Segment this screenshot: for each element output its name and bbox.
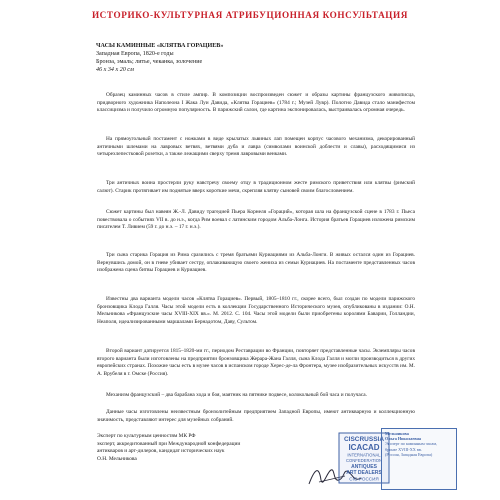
- paragraph-pedestal: На прямоугольный постамент с ножками в виде крылатых львиных лап помещен корпус часового механизма, декорированный античными шлемами на лавровых ветвях, ветвями дуба и лавра (символами воинской доблести и славы), расходящимися из четырехлепестковой розетки, а также лежащими сверху тремя лавровыми венками.: [97, 136, 415, 158]
- paragraph-intro: Образец каминных часов в стиле ампир. В композиции воспроизведен сюжет и образы картины французского живописца, придворного художника Наполеона I Жака Луи Давида, «Клятва Горациев» (1784 г.; Музей Лувр). Полотно Давида стало манифестом классицизма и получило огромную популярность. В парижский салон, где картина экспонировалась, выстраивалась огромная очередь.: [97, 92, 415, 114]
- object-name: ЧАСЫ КАМИННЫЕ «КЛЯТВА ГОРАЦИЕВ»: [96, 43, 224, 49]
- expert-line-1: Эксперт по культурным ценностям МК РФ: [97, 433, 196, 439]
- seal-line-7: CIG·РОССИЯ: [349, 476, 379, 482]
- expert-line-2: эксперт, аккредитованный при Международной конфедерации: [97, 440, 241, 447]
- paragraph-battle: Три сына старика Горация из Рима сразились с тремя братьями Куриациями из Альба-Лонги. В живых остался один из Горациев. Вернувшись домой, он в гневе убивает сестру, оплакивающую своего жениха из семьи Куриациев. На постаменте представленных часов изображена сцена битвы Горациев и Куриациев.: [97, 252, 415, 274]
- paragraph-conclusion: Данные часы изготовлены неизвестным бронзолитейным предприятием Западной Европы, имеют антикварную и коллекционную значимость, представляют интерес для музейных собраний.: [97, 409, 415, 423]
- stamp-text-3: (Россия, Западная Европа): [385, 451, 433, 457]
- object-title-block: [96, 43, 416, 75]
- seal-line-3: INTERNATIONAL: [347, 452, 381, 458]
- paragraph-mechanism: Механизм французский – два барабана хода и боя, маятник на пятнике подвесе, колокольный бой часа и получаса.: [106, 392, 367, 398]
- stamp-name-1: Мельникова: [385, 431, 409, 436]
- document-header: ИСТОРИКО-КУЛЬТУРНАЯ АТРИБУЦИОННАЯ КОНСУЛЬТАЦИЯ: [91, 10, 409, 20]
- seal-line-1: CISCRUSSIA: [343, 436, 385, 443]
- seal-line-2: ICACAD: [348, 443, 380, 452]
- object-origin: Западная Европа, 1820-е годы: [96, 50, 174, 57]
- expert-stamp: [381, 428, 457, 490]
- seal-line-6: ART DEALERS: [346, 470, 382, 476]
- stamp-text-2: бронзе XVIII-XX вв.: [385, 446, 422, 452]
- paragraph-warriors: Три античных воина простерли руку навстречу своему отцу в традиционном жесте римского приветствия или клятвы (римский салют). Старик протягивает им поднятые вверх короткие мечи, скрепляя клятву сыновей своим благословением.: [97, 180, 415, 194]
- seal-line-5: ANTIQUES: [351, 464, 377, 470]
- stamp-name-2: Ольга Николаевна: [385, 436, 421, 442]
- expert-name: О.Н. Мельникова: [97, 455, 137, 462]
- paragraph-plot: Сюжет картины был навеян Ж.-Л. Давиду трагедией Пьера Корнеля «Гораций», которая шла на французской сцене в 1783 г. Пьеса повествовала о событиях VII в. до н.э., когда Рим воевал с латинским городом Альба-Лонга. История братьев Горациев изложена римским писателем Т. Ливием (59 г. до н.э. – 17 г. н.э.).: [97, 209, 415, 231]
- object-dimensions: 46 х 34 х 20 см: [96, 66, 134, 73]
- paragraph-second-variant: Второй вариант датируется 1815–1820-ми гг., периодом Реставрации во Франции, повторяет представленные часы. Экземпляры часов второго варианта были изготовлены на предприятии бронзовщика Жерара-Жана Галля, сына Клода Галля и могли производиться в других европейских странах. Похожие часы есть в музее часов в испанском городе Херес-де-ла Фронтера, музее изобразительных искусств им. М. А. Врубеля в г. Омске (Россия).: [97, 348, 416, 377]
- expert-credentials: [97, 433, 347, 463]
- paragraph-first-variant: Известны два варианта модели часов «Клятва Горациев». Первый, 1805–1810 гг., скорее всего, был создан по модели парижского бронзовщика Клода Галля. Часы этой модели есть в коллекции Государственного Исторического музея, опубликованы в издании: О.Н. Мельникова «Французские часы XVIII-XIX вв.». М. 2012. С. 104. Часы этой модели были приобретены королями Баварии, Голландии, Неаполя, идеализированными маршалами Бернадотом, Даву, Сультом.: [97, 296, 415, 325]
- stamp-text-1: Эксперт по каминным часам,: [385, 441, 438, 447]
- seal-line-4: CONFEDERATION: [346, 458, 382, 463]
- object-materials: Бронза, эмаль; литье, чеканка, золочение: [96, 58, 203, 65]
- expert-line-3: антикваров и арт-дилеров, кандидат исторических наук: [97, 448, 225, 455]
